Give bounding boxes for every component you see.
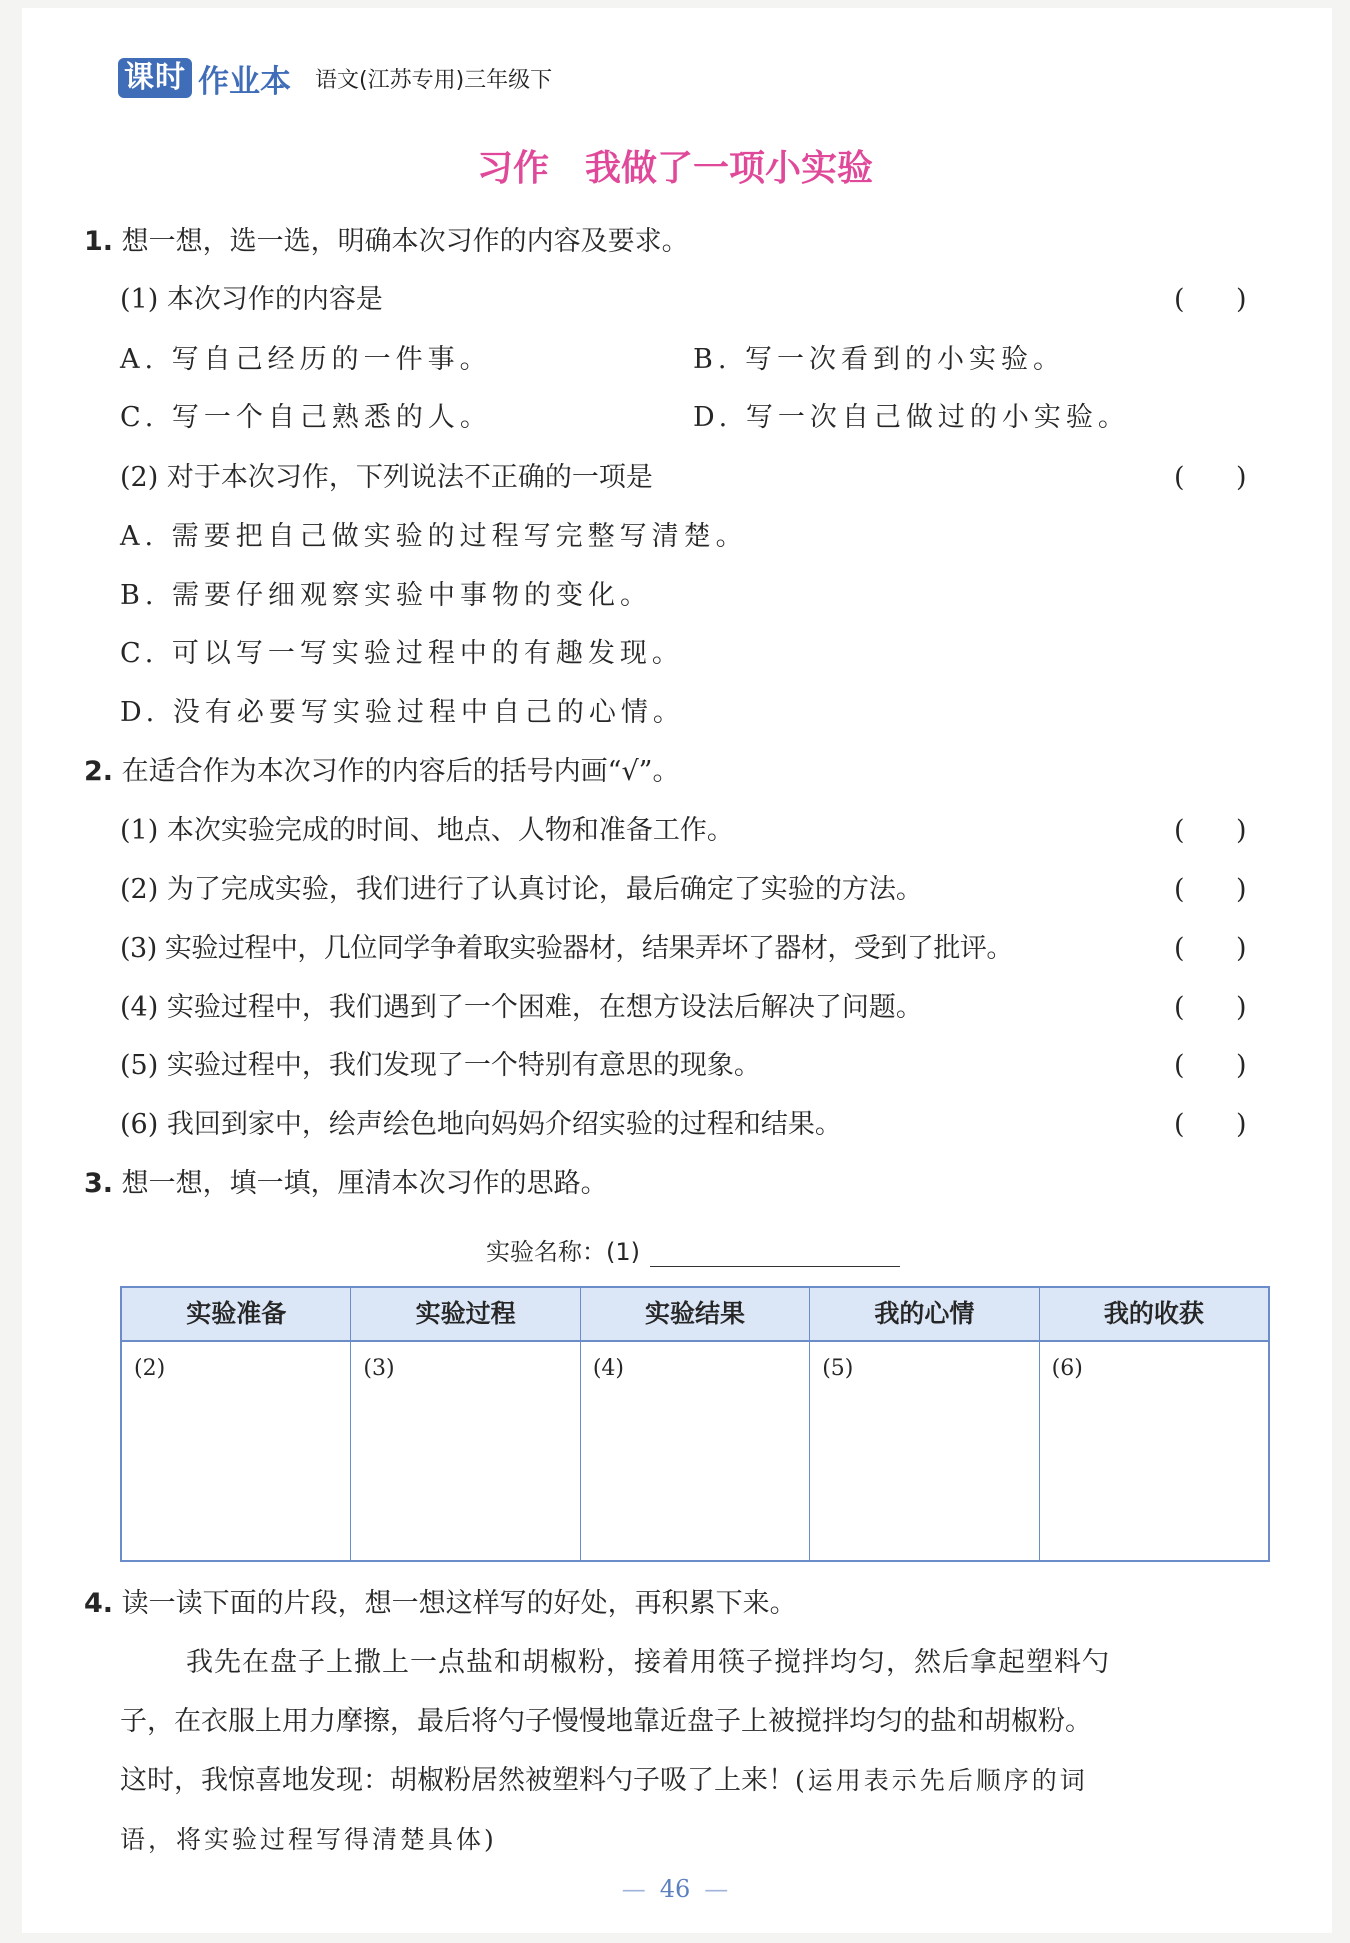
q1-number: 1. (84, 226, 114, 257)
table-answer-cell[interactable]: (6) (1051, 1356, 1083, 1381)
q4-number: 4. (84, 1588, 114, 1619)
book-logo: 课时 (118, 58, 192, 98)
q1-2-option-a: A. 需要把自己做实验的过程写完整写清楚。 (120, 521, 748, 552)
q1-2-option-d: D. 没有必要写实验过程中自己的心情。 (120, 697, 685, 728)
q4-passage-line (120, 1763, 1088, 1799)
answer-bracket[interactable]: ( ) (1174, 874, 1247, 905)
q1-prompt (84, 224, 689, 260)
answer-bracket[interactable]: ( ) (1174, 284, 1247, 315)
q2-number: 2. (84, 756, 114, 787)
page-number-dash: — (704, 1875, 729, 1903)
answer-bracket[interactable]: ( ) (1174, 1109, 1247, 1140)
q1-2-option-c: C. 可以写一写实验过程中的有趣发现。 (120, 638, 684, 669)
experiment-name-field (486, 1232, 900, 1267)
answer-bracket[interactable]: ( ) (1174, 1050, 1247, 1081)
table-answer-cell[interactable]: (4) (581, 1342, 810, 1560)
q1-option-b: B. 写一次看到的小实验。 (693, 344, 1066, 375)
answer-bracket[interactable]: ( ) (1174, 815, 1247, 846)
page-number-value: 46 (659, 1875, 691, 1903)
q2-item: (1) 本次实验完成的时间、地点、人物和准备工作。 (120, 815, 734, 846)
q2-item: (4) 实验过程中，我们遇到了一个困难，在想方设法后解决了问题。 (120, 992, 923, 1023)
q4-text: 读一读下面的片段，想一想这样写的好处，再积累下来。 (121, 1588, 797, 1619)
q1-option-a: A. 写自己经历的一件事。 (120, 344, 492, 375)
table-header-cell: 实验过程 (351, 1288, 580, 1340)
experiment-name-label: 实验名称：(1) (486, 1238, 640, 1266)
answer-bracket[interactable]: ( ) (1174, 933, 1247, 964)
table-header-cell: 实验准备 (122, 1288, 351, 1340)
table-answer-cell[interactable]: (3) (351, 1342, 580, 1560)
thinking-table (120, 1286, 1270, 1562)
q4-note: (运用表示先后顺序的词 (795, 1766, 1088, 1795)
q4-passage-line: 我先在盘子上撒上一点盐和胡椒粉，接着用筷子搅拌均匀，然后拿起塑料勺 (186, 1647, 1110, 1678)
q4-prompt (84, 1586, 797, 1622)
q4-note-continued: 语，将实验过程写得清楚具体) (120, 1825, 497, 1854)
book-header (118, 56, 552, 100)
answer-bracket[interactable]: ( ) (1174, 992, 1247, 1023)
answer-bracket[interactable]: ( ) (1174, 462, 1247, 493)
q4-passage-text: 这时，我惊喜地发现：胡椒粉居然被塑料勺子吸了上来！ (120, 1765, 795, 1796)
q3-number: 3. (84, 1168, 114, 1199)
table-row (122, 1342, 1268, 1560)
q2-item: (5) 实验过程中，我们发现了一个特别有意思的现象。 (120, 1050, 761, 1081)
table-header-cell: 实验结果 (581, 1288, 810, 1340)
q1-2-option-b: B. 需要仔细观察实验中事物的变化。 (120, 580, 653, 611)
page-title: 习作 我做了一项小实验 (476, 148, 873, 189)
q3-prompt (84, 1166, 608, 1202)
q1-option-c: C. 写一个自己熟悉的人。 (120, 402, 492, 433)
q1-text: 想一想，选一选，明确本次习作的内容及要求。 (121, 226, 689, 257)
table-header-cell: 我的心情 (810, 1288, 1039, 1340)
q1-sub2: (2) 对于本次习作，下列说法不正确的一项是 (120, 462, 653, 493)
table-answer-cell[interactable]: (5) (810, 1342, 1039, 1560)
q2-item: (6) 我回到家中，绘声绘色地向妈妈介绍实验的过程和结果。 (120, 1109, 842, 1140)
q2-prompt (84, 754, 679, 790)
q2-item: (3) 实验过程中，几位同学争着取实验器材，结果弄坏了器材，受到了批评。 (120, 933, 1013, 964)
q3-text: 想一想，填一填，厘清本次习作的思路。 (121, 1168, 608, 1199)
table-header-cell: 我的收获 (1103, 1299, 1204, 1328)
book-subtitle: 语文(江苏专用)三年级下 (315, 67, 553, 93)
table-answer-cell[interactable]: (2) (122, 1342, 351, 1560)
table-header (122, 1288, 1268, 1342)
page-number-dash: — (621, 1875, 646, 1903)
q1-option-d: D. 写一次自己做过的小实验。 (693, 402, 1130, 433)
page-number (0, 1875, 1350, 1903)
experiment-name-blank[interactable] (650, 1240, 900, 1267)
q4-passage-line: 子，在衣服上用力摩擦，最后将勺子慢慢地靠近盘子上被搅拌均匀的盐和胡椒粉。 (120, 1706, 1092, 1737)
q2-text: 在适合作为本次习作的内容后的括号内画“√”。 (121, 756, 680, 787)
q2-item: (2) 为了完成实验，我们进行了认真讨论，最后确定了实验的方法。 (120, 874, 923, 905)
q1-sub1: (1) 本次习作的内容是 (120, 284, 383, 315)
book-logo-text: 作业本 (198, 63, 291, 100)
